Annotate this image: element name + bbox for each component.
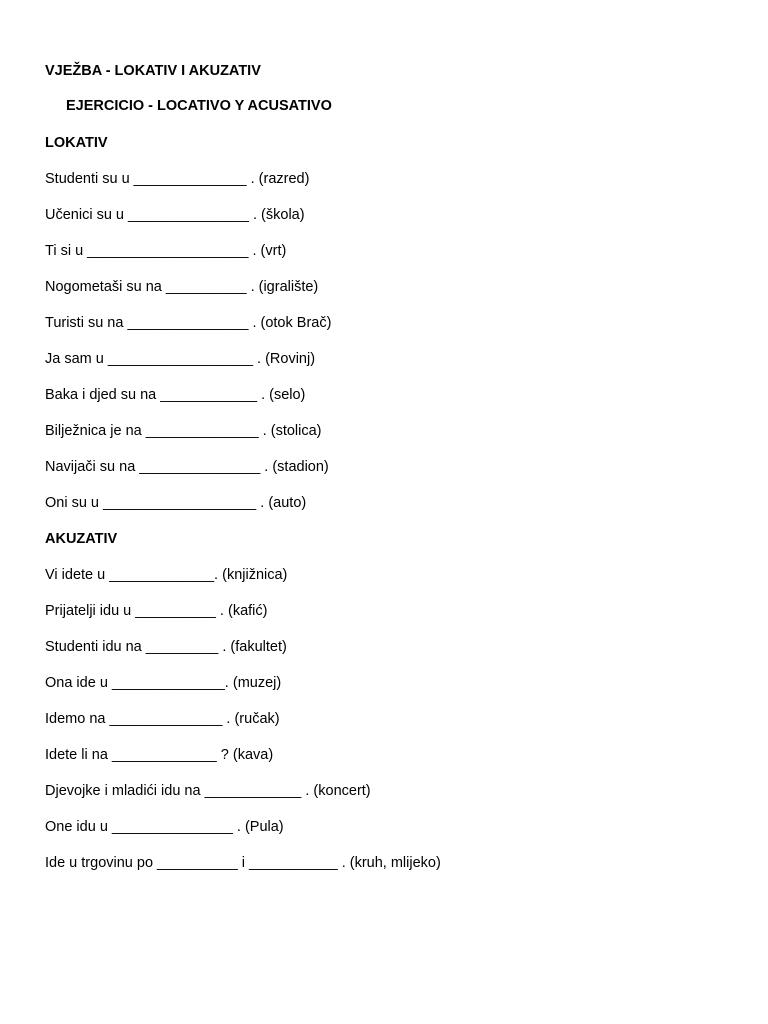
- exercise-item: Idete li na _____________ ? (kava): [45, 747, 274, 763]
- exercise-item: Navijači su na _______________ . (stadion): [45, 459, 329, 475]
- exercise-item: Vi idete u _____________. (knjižnica): [45, 567, 288, 583]
- exercise-item: Bilježnica je na ______________ . (stolica): [45, 423, 322, 439]
- exercise-item: Djevojke i mladići idu na ____________ . (koncert): [45, 783, 371, 799]
- section-heading-akuzativ: AKUZATIV: [45, 531, 118, 547]
- exercise-item: Ona ide u ______________. (muzej): [45, 675, 282, 691]
- exercise-item: Prijatelji idu u __________ . (kafić): [45, 603, 268, 619]
- exercise-item: Studenti idu na _________ . (fakultet): [45, 639, 287, 655]
- section-heading-lokativ: LOKATIV: [45, 135, 108, 151]
- exercise-item: Ja sam u __________________ . (Rovinj): [45, 351, 316, 367]
- exercise-item: Ide u trgovinu po __________ i ___________ . (kruh, mlijeko): [45, 855, 441, 871]
- exercise-item: Baka i djed su na ____________ . (selo): [45, 387, 306, 403]
- exercise-item: Nogometaši su na __________ . (igralište): [45, 279, 319, 295]
- worksheet-subtitle: EJERCICIO - LOCATIVO Y ACUSATIVO: [66, 98, 332, 114]
- exercise-item: Ti si u ____________________ . (vrt): [45, 243, 287, 259]
- exercise-item: One idu u _______________ . (Pula): [45, 819, 284, 835]
- exercise-item: Oni su u ___________________ . (auto): [45, 495, 307, 511]
- exercise-item: Turisti su na _______________ . (otok Brač): [45, 315, 332, 331]
- worksheet-title: VJEŽBA - LOKATIV I AKUZATIV: [45, 63, 261, 79]
- exercise-item: Idemo na ______________ . (ručak): [45, 711, 280, 727]
- exercise-item: Studenti su u ______________ . (razred): [45, 171, 310, 187]
- exercise-item: Učenici su u _______________ . (škola): [45, 207, 305, 223]
